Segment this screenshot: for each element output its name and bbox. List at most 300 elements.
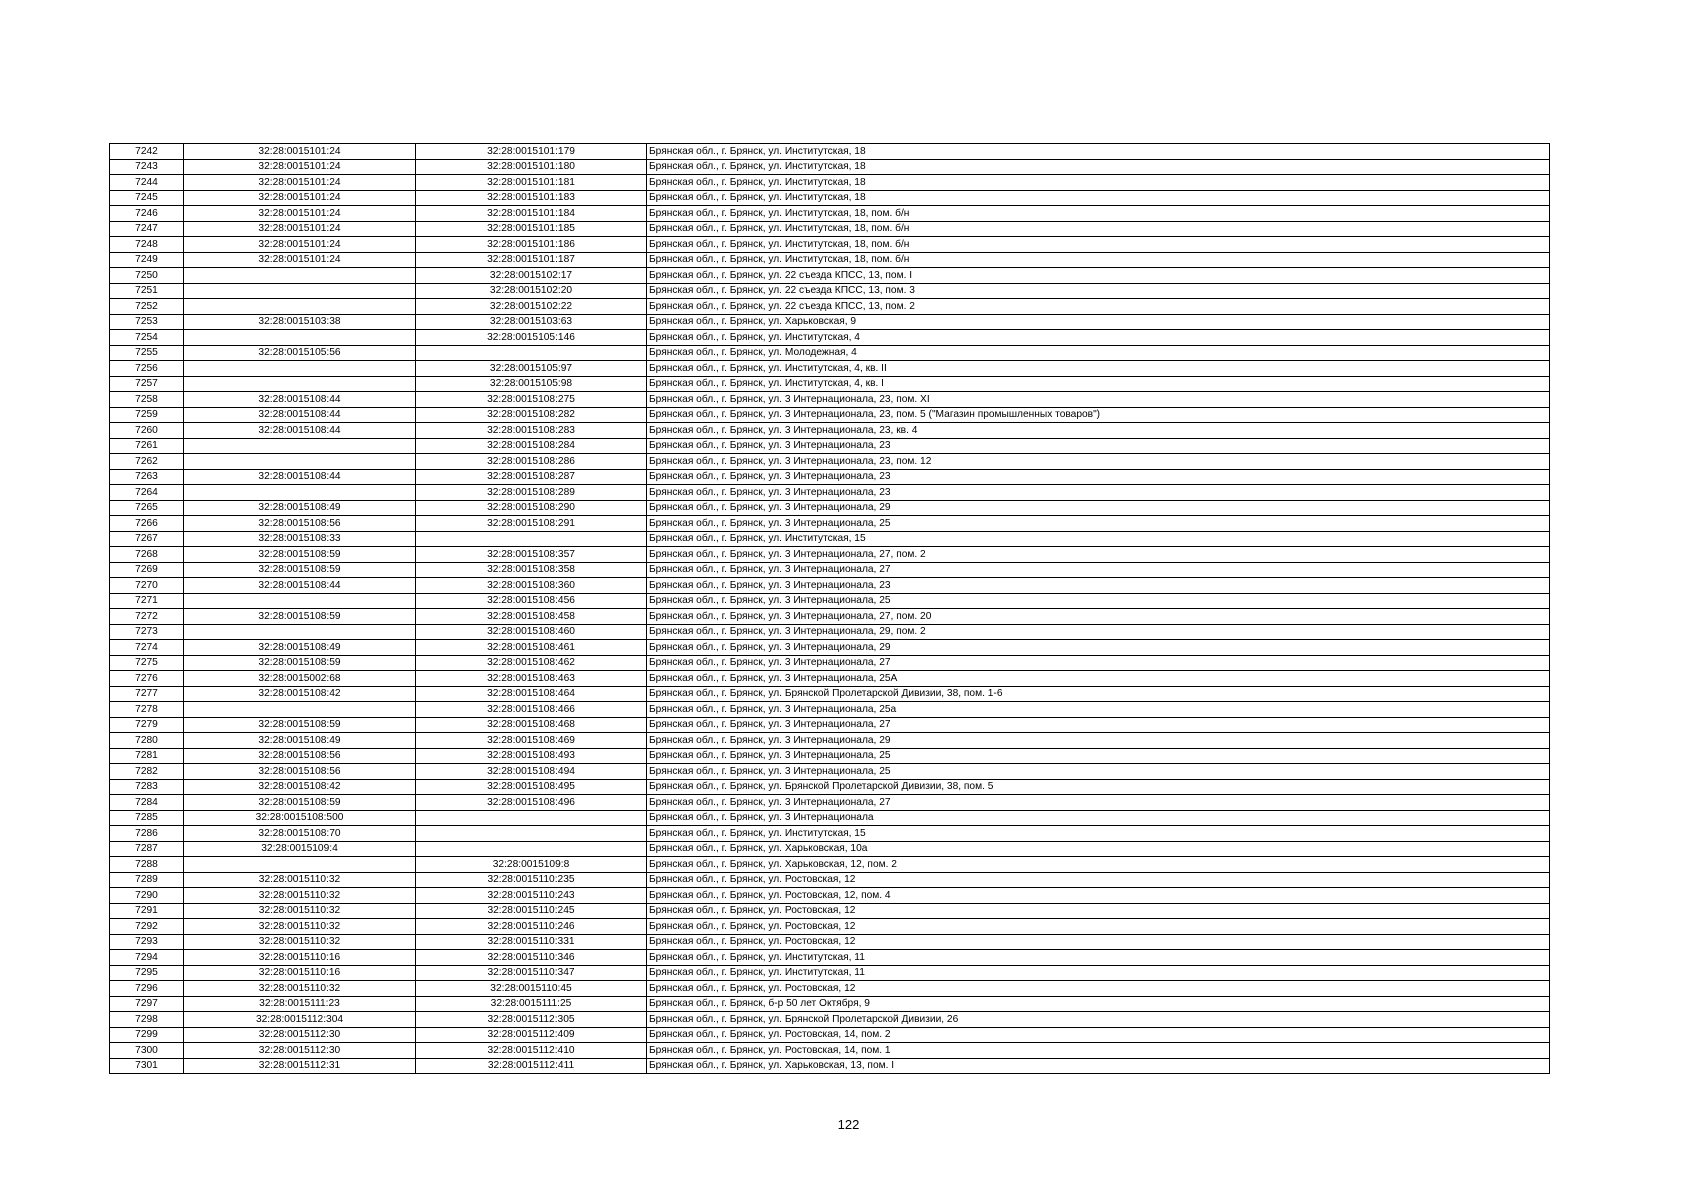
row-number-cell: 7258	[110, 392, 184, 408]
row-number-cell: 7246	[110, 206, 184, 222]
address-cell: Брянская обл., г. Брянск, ул. Харьковская, 13, пом. I	[647, 1058, 1550, 1074]
table-row	[110, 469, 1550, 485]
table-row	[110, 485, 1550, 501]
row-number-cell: 7271	[110, 593, 184, 609]
address-cell: Брянская обл., г. Брянск, ул. Институтская, 15	[647, 531, 1550, 547]
object-cadastral-number-cell: 32:28:0015108:275	[416, 392, 647, 408]
table-row	[110, 206, 1550, 222]
row-number-cell: 7262	[110, 454, 184, 470]
object-cadastral-number-cell: 32:28:0015101:185	[416, 221, 647, 237]
address-cell: Брянская обл., г. Брянск, ул. 3 Интернационала, 29, пом. 2	[647, 624, 1550, 640]
table-row	[110, 934, 1550, 950]
table-row	[110, 996, 1550, 1012]
table-row	[110, 531, 1550, 547]
object-cadastral-number-cell: 32:28:0015102:22	[416, 299, 647, 315]
table-row	[110, 283, 1550, 299]
row-number-cell: 7288	[110, 857, 184, 873]
table-row	[110, 1012, 1550, 1028]
table-row	[110, 144, 1550, 160]
address-cell: Брянская обл., г. Брянск, ул. 3 Интернационала, 25а	[647, 702, 1550, 718]
address-cell: Брянская обл., г. Брянск, ул. 3 Интернационала, 23, пом. XI	[647, 392, 1550, 408]
address-cell: Брянская обл., г. Брянск, ул. Ростовская, 12	[647, 934, 1550, 950]
address-cell: Брянская обл., г. Брянск, ул. 3 Интернационала, 25	[647, 593, 1550, 609]
object-cadastral-number-cell	[416, 841, 647, 857]
object-cadastral-number-cell: 32:28:0015110:45	[416, 981, 647, 997]
row-number-cell: 7284	[110, 795, 184, 811]
parcel-cadastral-number-cell: 32:28:0015101:24	[184, 190, 416, 206]
row-number-cell: 7263	[110, 469, 184, 485]
address-cell: Брянская обл., г. Брянск, ул. 3 Интернационала, 27	[647, 655, 1550, 671]
table-row	[110, 686, 1550, 702]
table-row	[110, 454, 1550, 470]
address-cell: Брянская обл., г. Брянск, ул. Ростовская, 14, пом. 1	[647, 1043, 1550, 1059]
address-cell: Брянская обл., г. Брянск, ул. Ростовская, 12	[647, 903, 1550, 919]
parcel-cadastral-number-cell: 32:28:0015101:24	[184, 175, 416, 191]
address-cell: Брянская обл., г. Брянск, ул. Харьковская, 10а	[647, 841, 1550, 857]
object-cadastral-number-cell: 32:28:0015110:243	[416, 888, 647, 904]
address-cell: Брянская обл., г. Брянск, ул. Институтская, 4, кв. II	[647, 361, 1550, 377]
parcel-cadastral-number-cell: 32:28:0015110:32	[184, 888, 416, 904]
table-row	[110, 702, 1550, 718]
object-cadastral-number-cell: 32:28:0015108:463	[416, 671, 647, 687]
row-number-cell: 7256	[110, 361, 184, 377]
table-row	[110, 330, 1550, 346]
table-row	[110, 516, 1550, 532]
address-cell: Брянская обл., г. Брянск, ул. 3 Интернационала, 29	[647, 733, 1550, 749]
address-cell: Брянская обл., г. Брянск, ул. 3 Интернационала, 25	[647, 516, 1550, 532]
row-number-cell: 7298	[110, 1012, 184, 1028]
parcel-cadastral-number-cell	[184, 454, 416, 470]
parcel-cadastral-number-cell: 32:28:0015108:56	[184, 748, 416, 764]
parcel-cadastral-number-cell: 32:28:0015108:59	[184, 717, 416, 733]
object-cadastral-number-cell: 32:28:0015108:284	[416, 438, 647, 454]
row-number-cell: 7259	[110, 407, 184, 423]
object-cadastral-number-cell: 32:28:0015101:187	[416, 252, 647, 268]
address-cell: Брянская обл., г. Брянск, ул. Ростовская, 12	[647, 872, 1550, 888]
address-cell: Брянская обл., г. Брянск, ул. Институтская, 11	[647, 965, 1550, 981]
parcel-cadastral-number-cell	[184, 624, 416, 640]
table-row	[110, 361, 1550, 377]
parcel-cadastral-number-cell: 32:28:0015103:38	[184, 314, 416, 330]
row-number-cell: 7244	[110, 175, 184, 191]
table-row	[110, 779, 1550, 795]
row-number-cell: 7283	[110, 779, 184, 795]
address-cell: Брянская обл., г. Брянск, ул. 3 Интернационала, 25	[647, 764, 1550, 780]
table-row	[110, 841, 1550, 857]
row-number-cell: 7269	[110, 562, 184, 578]
object-cadastral-number-cell: 32:28:0015112:411	[416, 1058, 647, 1074]
row-number-cell: 7291	[110, 903, 184, 919]
row-number-cell: 7260	[110, 423, 184, 439]
parcel-cadastral-number-cell	[184, 299, 416, 315]
object-cadastral-number-cell: 32:28:0015108:283	[416, 423, 647, 439]
parcel-cadastral-number-cell: 32:28:0015110:32	[184, 903, 416, 919]
row-number-cell: 7264	[110, 485, 184, 501]
row-number-cell: 7253	[110, 314, 184, 330]
object-cadastral-number-cell: 32:28:0015110:235	[416, 872, 647, 888]
object-cadastral-number-cell: 32:28:0015108:496	[416, 795, 647, 811]
table-row	[110, 640, 1550, 656]
row-number-cell: 7289	[110, 872, 184, 888]
parcel-cadastral-number-cell: 32:28:0015108:42	[184, 779, 416, 795]
row-number-cell: 7261	[110, 438, 184, 454]
address-cell: Брянская обл., г. Брянск, ул. 3 Интернационала, 23, пом. 5 ("Магазин промышленных товаров")	[647, 407, 1550, 423]
parcel-cadastral-number-cell: 32:28:0015112:304	[184, 1012, 416, 1028]
address-cell: Брянская обл., г. Брянск, ул. 3 Интернационала, 29	[647, 500, 1550, 516]
row-number-cell: 7277	[110, 686, 184, 702]
parcel-cadastral-number-cell: 32:28:0015108:44	[184, 407, 416, 423]
row-number-cell: 7285	[110, 810, 184, 826]
object-cadastral-number-cell: 32:28:0015108:282	[416, 407, 647, 423]
row-number-cell: 7296	[110, 981, 184, 997]
parcel-cadastral-number-cell	[184, 283, 416, 299]
address-cell: Брянская обл., г. Брянск, ул. 3 Интернационала, 23, кв. 4	[647, 423, 1550, 439]
object-cadastral-number-cell: 32:28:0015105:97	[416, 361, 647, 377]
row-number-cell: 7266	[110, 516, 184, 532]
parcel-cadastral-number-cell: 32:28:0015108:70	[184, 826, 416, 842]
address-cell: Брянская обл., г. Брянск, ул. 22 съезда КПСС, 13, пом. 3	[647, 283, 1550, 299]
row-number-cell: 7275	[110, 655, 184, 671]
object-cadastral-number-cell: 32:28:0015108:291	[416, 516, 647, 532]
address-cell: Брянская обл., г. Брянск, ул. 3 Интернационала, 23	[647, 578, 1550, 594]
table-row	[110, 857, 1550, 873]
table-row	[110, 748, 1550, 764]
address-cell: Брянская обл., г. Брянск, ул. Молодежная, 4	[647, 345, 1550, 361]
address-cell: Брянская обл., г. Брянск, ул. Ростовская, 12	[647, 919, 1550, 935]
table-row	[110, 717, 1550, 733]
table-row	[110, 299, 1550, 315]
parcel-cadastral-number-cell: 32:28:0015101:24	[184, 159, 416, 175]
table-row	[110, 593, 1550, 609]
table-row	[110, 1027, 1550, 1043]
table-row	[110, 919, 1550, 935]
parcel-cadastral-number-cell: 32:28:0015002:68	[184, 671, 416, 687]
object-cadastral-number-cell: 32:28:0015101:184	[416, 206, 647, 222]
table-row	[110, 159, 1550, 175]
address-cell: Брянская обл., г. Брянск, ул. 3 Интернационала, 27	[647, 562, 1550, 578]
object-cadastral-number-cell	[416, 810, 647, 826]
row-number-cell: 7267	[110, 531, 184, 547]
object-cadastral-number-cell: 32:28:0015112:410	[416, 1043, 647, 1059]
object-cadastral-number-cell: 32:28:0015101:180	[416, 159, 647, 175]
object-cadastral-number-cell: 32:28:0015108:464	[416, 686, 647, 702]
table-row	[110, 655, 1550, 671]
parcel-cadastral-number-cell: 32:28:0015108:59	[184, 562, 416, 578]
row-number-cell: 7273	[110, 624, 184, 640]
object-cadastral-number-cell	[416, 345, 647, 361]
parcel-cadastral-number-cell	[184, 857, 416, 873]
address-cell: Брянская обл., г. Брянск, ул. Харьковская, 9	[647, 314, 1550, 330]
table-row	[110, 407, 1550, 423]
object-cadastral-number-cell: 32:28:0015112:305	[416, 1012, 647, 1028]
address-cell: Брянская обл., г. Брянск, ул. Институтская, 18	[647, 159, 1550, 175]
object-cadastral-number-cell: 32:28:0015108:466	[416, 702, 647, 718]
address-cell: Брянская обл., г. Брянск, ул. Брянской Пролетарской Дивизии, 38, пом. 1-6	[647, 686, 1550, 702]
object-cadastral-number-cell	[416, 826, 647, 842]
row-number-cell: 7255	[110, 345, 184, 361]
parcel-cadastral-number-cell: 32:28:0015105:56	[184, 345, 416, 361]
row-number-cell: 7257	[110, 376, 184, 392]
address-cell: Брянская обл., г. Брянск, ул. Институтская, 4	[647, 330, 1550, 346]
row-number-cell: 7245	[110, 190, 184, 206]
row-number-cell: 7242	[110, 144, 184, 160]
address-cell: Брянская обл., г. Брянск, ул. 3 Интернационала, 29	[647, 640, 1550, 656]
parcel-cadastral-number-cell: 32:28:0015112:31	[184, 1058, 416, 1074]
table-row	[110, 547, 1550, 563]
parcel-cadastral-number-cell	[184, 593, 416, 609]
object-cadastral-number-cell: 32:28:0015108:461	[416, 640, 647, 656]
table-row	[110, 221, 1550, 237]
parcel-cadastral-number-cell: 32:28:0015109:4	[184, 841, 416, 857]
parcel-cadastral-number-cell: 32:28:0015101:24	[184, 252, 416, 268]
object-cadastral-number-cell: 32:28:0015101:186	[416, 237, 647, 253]
row-number-cell: 7254	[110, 330, 184, 346]
parcel-cadastral-number-cell	[184, 702, 416, 718]
parcel-cadastral-number-cell: 32:28:0015108:44	[184, 578, 416, 594]
object-cadastral-number-cell: 32:28:0015108:360	[416, 578, 647, 594]
parcel-cadastral-number-cell	[184, 438, 416, 454]
object-cadastral-number-cell: 32:28:0015105:98	[416, 376, 647, 392]
row-number-cell: 7287	[110, 841, 184, 857]
object-cadastral-number-cell: 32:28:0015110:347	[416, 965, 647, 981]
row-number-cell: 7252	[110, 299, 184, 315]
address-cell: Брянская обл., г. Брянск, ул. 3 Интернационала, 23	[647, 485, 1550, 501]
object-cadastral-number-cell: 32:28:0015110:245	[416, 903, 647, 919]
parcel-cadastral-number-cell: 32:28:0015108:42	[184, 686, 416, 702]
table-row	[110, 981, 1550, 997]
table-row	[110, 671, 1550, 687]
parcel-cadastral-number-cell: 32:28:0015108:59	[184, 795, 416, 811]
table-row	[110, 500, 1550, 516]
address-cell: Брянская обл., г. Брянск, ул. Институтская, 18	[647, 144, 1550, 160]
parcel-cadastral-number-cell: 32:28:0015101:24	[184, 237, 416, 253]
address-cell: Брянская обл., г. Брянск, ул. Институтская, 4, кв. I	[647, 376, 1550, 392]
object-cadastral-number-cell: 32:28:0015108:289	[416, 485, 647, 501]
row-number-cell: 7294	[110, 950, 184, 966]
parcel-cadastral-number-cell: 32:28:0015111:23	[184, 996, 416, 1012]
row-number-cell: 7279	[110, 717, 184, 733]
row-number-cell: 7290	[110, 888, 184, 904]
object-cadastral-number-cell: 32:28:0015112:409	[416, 1027, 647, 1043]
address-cell: Брянская обл., г. Брянск, ул. Институтская, 18, пом. б/н	[647, 206, 1550, 222]
row-number-cell: 7274	[110, 640, 184, 656]
object-cadastral-number-cell: 32:28:0015110:246	[416, 919, 647, 935]
address-cell: Брянская обл., г. Брянск, ул. 3 Интернационала, 23	[647, 469, 1550, 485]
address-cell: Брянская обл., г. Брянск, ул. 22 съезда КПСС, 13, пом. 2	[647, 299, 1550, 315]
row-number-cell: 7276	[110, 671, 184, 687]
parcel-cadastral-number-cell	[184, 376, 416, 392]
object-cadastral-number-cell: 32:28:0015101:183	[416, 190, 647, 206]
object-cadastral-number-cell: 32:28:0015108:456	[416, 593, 647, 609]
object-cadastral-number-cell: 32:28:0015111:25	[416, 996, 647, 1012]
row-number-cell: 7281	[110, 748, 184, 764]
table-row	[110, 950, 1550, 966]
table-row	[110, 252, 1550, 268]
parcel-cadastral-number-cell: 32:28:0015101:24	[184, 144, 416, 160]
parcel-cadastral-number-cell: 32:28:0015108:49	[184, 640, 416, 656]
object-cadastral-number-cell: 32:28:0015108:287	[416, 469, 647, 485]
address-cell: Брянская обл., г. Брянск, ул. Ростовская, 14, пом. 2	[647, 1027, 1550, 1043]
parcel-cadastral-number-cell: 32:28:0015110:32	[184, 981, 416, 997]
row-number-cell: 7270	[110, 578, 184, 594]
object-cadastral-number-cell: 32:28:0015110:346	[416, 950, 647, 966]
address-cell: Брянская обл., г. Брянск, ул. Институтская, 18, пом. б/н	[647, 252, 1550, 268]
row-number-cell: 7280	[110, 733, 184, 749]
row-number-cell: 7282	[110, 764, 184, 780]
parcel-cadastral-number-cell: 32:28:0015110:32	[184, 872, 416, 888]
address-cell: Брянская обл., г. Брянск, ул. 3 Интернационала, 27	[647, 795, 1550, 811]
row-number-cell: 7265	[110, 500, 184, 516]
table-row	[110, 810, 1550, 826]
row-number-cell: 7251	[110, 283, 184, 299]
object-cadastral-number-cell: 32:28:0015101:179	[416, 144, 647, 160]
parcel-cadastral-number-cell	[184, 330, 416, 346]
table-row	[110, 624, 1550, 640]
address-cell: Брянская обл., г. Брянск, ул. Харьковская, 12, пом. 2	[647, 857, 1550, 873]
row-number-cell: 7293	[110, 934, 184, 950]
row-number-cell: 7295	[110, 965, 184, 981]
object-cadastral-number-cell: 32:28:0015108:462	[416, 655, 647, 671]
address-cell: Брянская обл., г. Брянск, ул. 3 Интернационала, 27	[647, 717, 1550, 733]
address-cell: Брянская обл., г. Брянск, б-р 50 лет Октября, 9	[647, 996, 1550, 1012]
table-row	[110, 965, 1550, 981]
table-row	[110, 609, 1550, 625]
row-number-cell: 7248	[110, 237, 184, 253]
row-number-cell: 7247	[110, 221, 184, 237]
registry-table	[109, 143, 1550, 1074]
parcel-cadastral-number-cell: 32:28:0015108:500	[184, 810, 416, 826]
table-row	[110, 562, 1550, 578]
parcel-cadastral-number-cell: 32:28:0015108:59	[184, 655, 416, 671]
parcel-cadastral-number-cell: 32:28:0015108:59	[184, 609, 416, 625]
address-cell: Брянская обл., г. Брянск, ул. Брянской Пролетарской Дивизии, 38, пом. 5	[647, 779, 1550, 795]
object-cadastral-number-cell: 32:28:0015108:493	[416, 748, 647, 764]
parcel-cadastral-number-cell: 32:28:0015112:30	[184, 1043, 416, 1059]
row-number-cell: 7278	[110, 702, 184, 718]
object-cadastral-number-cell: 32:28:0015108:286	[416, 454, 647, 470]
object-cadastral-number-cell: 32:28:0015109:8	[416, 857, 647, 873]
parcel-cadastral-number-cell: 32:28:0015110:16	[184, 950, 416, 966]
table-row	[110, 872, 1550, 888]
parcel-cadastral-number-cell: 32:28:0015110:32	[184, 919, 416, 935]
address-cell: Брянская обл., г. Брянск, ул. Брянской Пролетарской Дивизии, 26	[647, 1012, 1550, 1028]
address-cell: Брянская обл., г. Брянск, ул. Институтская, 18, пом. б/н	[647, 221, 1550, 237]
object-cadastral-number-cell: 32:28:0015102:20	[416, 283, 647, 299]
address-cell: Брянская обл., г. Брянск, ул. 3 Интернационала, 25	[647, 748, 1550, 764]
object-cadastral-number-cell: 32:28:0015103:63	[416, 314, 647, 330]
table-row	[110, 1043, 1550, 1059]
parcel-cadastral-number-cell	[184, 268, 416, 284]
parcel-cadastral-number-cell: 32:28:0015108:33	[184, 531, 416, 547]
registry-table-body	[110, 144, 1550, 1074]
address-cell: Брянская обл., г. Брянск, ул. Институтская, 15	[647, 826, 1550, 842]
row-number-cell: 7297	[110, 996, 184, 1012]
object-cadastral-number-cell: 32:28:0015108:468	[416, 717, 647, 733]
parcel-cadastral-number-cell	[184, 361, 416, 377]
table-row	[110, 376, 1550, 392]
parcel-cadastral-number-cell	[184, 485, 416, 501]
parcel-cadastral-number-cell: 32:28:0015108:44	[184, 469, 416, 485]
table-row	[110, 1058, 1550, 1074]
table-row	[110, 764, 1550, 780]
table-row	[110, 795, 1550, 811]
parcel-cadastral-number-cell: 32:28:0015108:56	[184, 516, 416, 532]
row-number-cell: 7249	[110, 252, 184, 268]
table-row	[110, 903, 1550, 919]
object-cadastral-number-cell: 32:28:0015110:331	[416, 934, 647, 950]
object-cadastral-number-cell: 32:28:0015108:495	[416, 779, 647, 795]
object-cadastral-number-cell: 32:28:0015108:469	[416, 733, 647, 749]
row-number-cell: 7243	[110, 159, 184, 175]
object-cadastral-number-cell: 32:28:0015108:460	[416, 624, 647, 640]
address-cell: Брянская обл., г. Брянск, ул. Институтская, 11	[647, 950, 1550, 966]
row-number-cell: 7286	[110, 826, 184, 842]
object-cadastral-number-cell: 32:28:0015108:357	[416, 547, 647, 563]
address-cell: Брянская обл., г. Брянск, ул. 3 Интернационала	[647, 810, 1550, 826]
object-cadastral-number-cell	[416, 531, 647, 547]
table-row	[110, 733, 1550, 749]
table-row	[110, 237, 1550, 253]
table-row	[110, 423, 1550, 439]
address-cell: Брянская обл., г. Брянск, ул. 3 Интернационала, 23, пом. 12	[647, 454, 1550, 470]
parcel-cadastral-number-cell: 32:28:0015108:44	[184, 423, 416, 439]
address-cell: Брянская обл., г. Брянск, ул. Институтская, 18	[647, 190, 1550, 206]
address-cell: Брянская обл., г. Брянск, ул. Институтская, 18	[647, 175, 1550, 191]
row-number-cell: 7300	[110, 1043, 184, 1059]
row-number-cell: 7268	[110, 547, 184, 563]
parcel-cadastral-number-cell: 32:28:0015110:16	[184, 965, 416, 981]
address-cell: Брянская обл., г. Брянск, ул. 22 съезда КПСС, 13, пом. I	[647, 268, 1550, 284]
table-row	[110, 392, 1550, 408]
address-cell: Брянская обл., г. Брянск, ул. Ростовская, 12	[647, 981, 1550, 997]
table-row	[110, 268, 1550, 284]
object-cadastral-number-cell: 32:28:0015102:17	[416, 268, 647, 284]
parcel-cadastral-number-cell: 32:28:0015101:24	[184, 221, 416, 237]
table-row	[110, 190, 1550, 206]
row-number-cell: 7292	[110, 919, 184, 935]
table-row	[110, 314, 1550, 330]
table-row	[110, 888, 1550, 904]
table-row	[110, 578, 1550, 594]
table-row	[110, 345, 1550, 361]
address-cell: Брянская обл., г. Брянск, ул. 3 Интернационала, 27, пом. 2	[647, 547, 1550, 563]
table-row	[110, 175, 1550, 191]
parcel-cadastral-number-cell: 32:28:0015108:49	[184, 733, 416, 749]
parcel-cadastral-number-cell: 32:28:0015110:32	[184, 934, 416, 950]
address-cell: Брянская обл., г. Брянск, ул. 3 Интернационала, 27, пом. 20	[647, 609, 1550, 625]
address-cell: Брянская обл., г. Брянск, ул. 3 Интернационала, 23	[647, 438, 1550, 454]
object-cadastral-number-cell: 32:28:0015108:358	[416, 562, 647, 578]
object-cadastral-number-cell: 32:28:0015101:181	[416, 175, 647, 191]
parcel-cadastral-number-cell: 32:28:0015108:59	[184, 547, 416, 563]
parcel-cadastral-number-cell: 32:28:0015108:49	[184, 500, 416, 516]
parcel-cadastral-number-cell: 32:28:0015108:44	[184, 392, 416, 408]
row-number-cell: 7272	[110, 609, 184, 625]
address-cell: Брянская обл., г. Брянск, ул. 3 Интернационала, 25А	[647, 671, 1550, 687]
object-cadastral-number-cell: 32:28:0015108:494	[416, 764, 647, 780]
parcel-cadastral-number-cell: 32:28:0015112:30	[184, 1027, 416, 1043]
object-cadastral-number-cell: 32:28:0015108:290	[416, 500, 647, 516]
page-number: 122	[837, 1117, 860, 1132]
address-cell: Брянская обл., г. Брянск, ул. Ростовская, 12, пом. 4	[647, 888, 1550, 904]
row-number-cell: 7250	[110, 268, 184, 284]
row-number-cell: 7301	[110, 1058, 184, 1074]
object-cadastral-number-cell: 32:28:0015105:146	[416, 330, 647, 346]
table-row	[110, 438, 1550, 454]
row-number-cell: 7299	[110, 1027, 184, 1043]
address-cell: Брянская обл., г. Брянск, ул. Институтская, 18, пом. б/н	[647, 237, 1550, 253]
parcel-cadastral-number-cell: 32:28:0015108:56	[184, 764, 416, 780]
